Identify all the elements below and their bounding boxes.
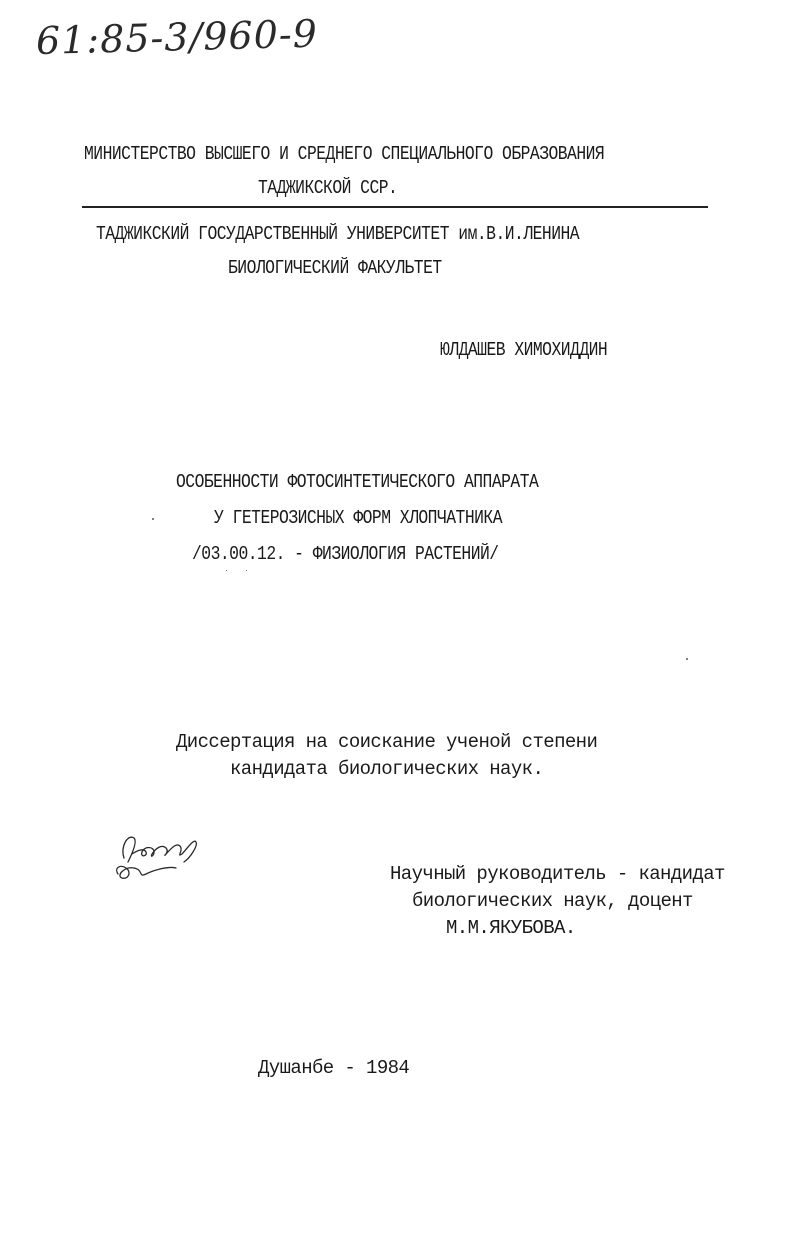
header-divider [82,206,708,208]
supervisor-line-2: биологических наук, доцент [412,890,693,912]
scan-speck [686,658,688,660]
degree-line-1: Диссертация на соискание ученой степени [176,731,598,753]
author-name: ЮЛДАШЕВ ХИМОХИДДИН [440,339,608,361]
scan-speck [152,518,154,520]
place-and-year: Душанбе - 1984 [258,1057,410,1079]
title-line-2: У ГЕТЕРОЗИСНЫХ ФОРМ ХЛОПЧАТНИКА [214,507,502,529]
ministry-line-1: МИНИСТЕРСТВО ВЫСШЕГО И СРЕДНЕГО СПЕЦИАЛЬНОГО ОБРАЗОВАНИЯ [84,143,605,165]
title-line-1: ОСОБЕННОСТИ ФОТОСИНТЕТИЧЕСКОГО АППАРАТА [176,471,539,493]
scan-speck [246,570,247,571]
ministry-line-2: ТАДЖИКСКОЙ ССР. [258,177,398,199]
degree-line-2: кандидата биологических наук. [230,758,544,780]
university-name: ТАДЖИКСКИЙ ГОСУДАРСТВЕННЫЙ УНИВЕРСИТЕТ им.В.И.ЛЕНИНА [96,223,580,245]
supervisor-line-1: Научный руководитель - кандидат [390,863,725,885]
scan-speck [226,570,227,571]
title-specialty-code: /03.00.12. - ФИЗИОЛОГИЯ РАСТЕНИЙ/ [192,543,499,565]
handwritten-signature [110,828,210,890]
faculty-name: БИОЛОГИЧЕСКИЙ ФАКУЛЬТЕТ [228,257,442,279]
supervisor-name: М.М.ЯКУБОВА. [446,917,576,939]
archive-number-handwritten: 61:85-3/960-9 [35,11,319,63]
